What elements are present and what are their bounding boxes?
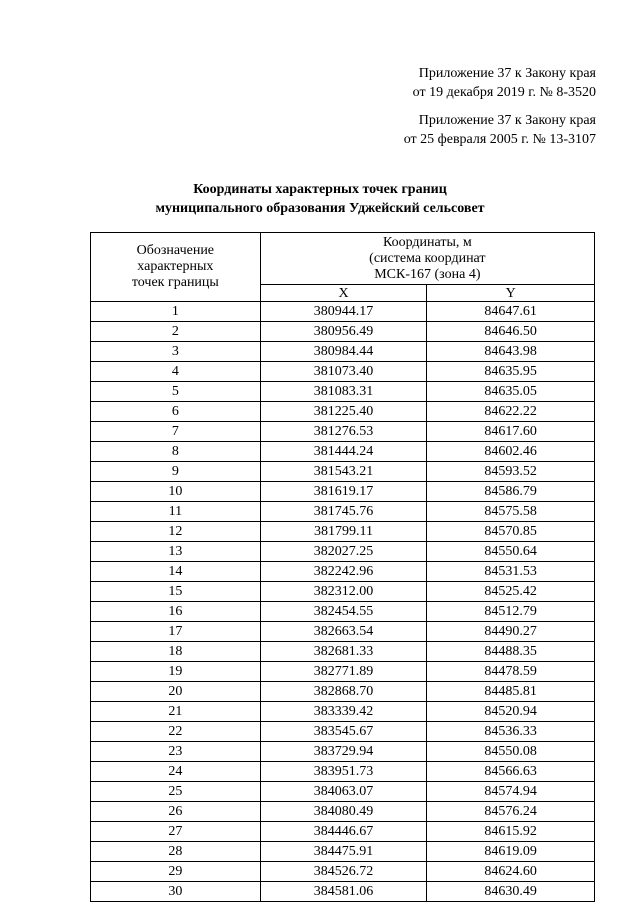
cell-x: 384526.72 (260, 862, 427, 882)
cell-x: 382663.54 (260, 622, 427, 642)
cell-x: 381745.76 (260, 502, 427, 522)
cell-y: 84643.98 (427, 342, 595, 362)
annex-line: Приложение 37 к Закону края (418, 66, 596, 81)
cell-y: 84593.52 (427, 462, 595, 482)
cell-x: 383545.67 (260, 722, 427, 742)
cell-x: 382868.70 (260, 682, 427, 702)
cell-y: 84520.94 (427, 702, 595, 722)
cell-point-number: 30 (91, 882, 261, 902)
header-y: Y (427, 285, 595, 302)
cell-y: 84536.33 (427, 722, 595, 742)
table-row (91, 522, 595, 542)
cell-point-number: 22 (91, 722, 261, 742)
cell-y: 84512.79 (427, 602, 595, 622)
annex-date-line: от 25 февраля 2005 г. № 13-3107 (403, 132, 596, 147)
table-row (91, 602, 595, 622)
table-row (91, 782, 595, 802)
cell-y: 84566.63 (427, 762, 595, 782)
cell-point-number: 13 (91, 542, 261, 562)
cell-x: 381444.24 (260, 442, 427, 462)
cell-y: 84525.42 (427, 582, 595, 602)
cell-x: 383951.73 (260, 762, 427, 782)
cell-point-number: 20 (91, 682, 261, 702)
cell-point-number: 15 (91, 582, 261, 602)
cell-x: 384475.91 (260, 842, 427, 862)
cell-y: 84630.49 (427, 882, 595, 902)
cell-x: 381799.11 (260, 522, 427, 542)
cell-point-number: 8 (91, 442, 261, 462)
table-row (91, 502, 595, 522)
cell-y: 84575.58 (427, 502, 595, 522)
document-title (0, 180, 640, 218)
cell-x: 384063.07 (260, 782, 427, 802)
cell-y: 84619.09 (427, 842, 595, 862)
cell-point-number: 12 (91, 522, 261, 542)
cell-x: 381276.53 (260, 422, 427, 442)
cell-point-number: 6 (91, 402, 261, 422)
table-row (91, 462, 595, 482)
cell-point-number: 23 (91, 742, 261, 762)
annex-date-line: от 19 декабря 2019 г. № 8-3520 (412, 85, 596, 100)
cell-point-number: 10 (91, 482, 261, 502)
cell-point-number: 16 (91, 602, 261, 622)
cell-x: 381083.31 (260, 382, 427, 402)
cell-x: 382681.33 (260, 642, 427, 662)
table-row (91, 802, 595, 822)
cell-point-number: 5 (91, 382, 261, 402)
cell-x: 382312.00 (260, 582, 427, 602)
cell-x: 381225.40 (260, 402, 427, 422)
cell-point-number: 9 (91, 462, 261, 482)
cell-point-number: 21 (91, 702, 261, 722)
header-coord-line: МСК-167 (зона 4) (374, 266, 481, 282)
cell-x: 381543.21 (260, 462, 427, 482)
title-line-1: Координаты характерных точек границ (193, 182, 447, 197)
table-row (91, 582, 595, 602)
cell-point-number: 27 (91, 822, 261, 842)
cell-x: 383729.94 (260, 742, 427, 762)
cell-x: 384581.06 (260, 882, 427, 902)
table-row (91, 482, 595, 502)
cell-y: 84635.95 (427, 362, 595, 382)
cell-y: 84485.81 (427, 682, 595, 702)
cell-y: 84531.53 (427, 562, 595, 582)
cell-y: 84647.61 (427, 302, 595, 322)
table-row (91, 722, 595, 742)
table-row (91, 662, 595, 682)
cell-y: 84576.24 (427, 802, 595, 822)
cell-point-number: 29 (91, 862, 261, 882)
cell-y: 84586.79 (427, 482, 595, 502)
cell-x: 383339.42 (260, 702, 427, 722)
cell-point-number: 24 (91, 762, 261, 782)
cell-y: 84615.92 (427, 822, 595, 842)
annex-reference-original (404, 111, 596, 149)
cell-x: 381619.17 (260, 482, 427, 502)
table-row (91, 682, 595, 702)
table-row (91, 702, 595, 722)
header-coord-line: Координаты, м (382, 234, 472, 250)
table-row (91, 442, 595, 462)
table-row (91, 842, 595, 862)
cell-point-number: 19 (91, 662, 261, 682)
table-row (91, 642, 595, 662)
table-row (91, 342, 595, 362)
table-row (91, 562, 595, 582)
table-row (91, 362, 595, 382)
cell-x: 380984.44 (260, 342, 427, 362)
cell-y: 84617.60 (427, 422, 595, 442)
cell-y: 84624.60 (427, 862, 595, 882)
cell-y: 84490.27 (427, 622, 595, 642)
cell-y: 84488.35 (427, 642, 595, 662)
cell-point-number: 14 (91, 562, 261, 582)
coordinates-table (90, 232, 595, 902)
annex-line: Приложение 37 к Закону края (418, 113, 596, 128)
cell-y: 84478.59 (427, 662, 595, 682)
cell-y: 84602.46 (427, 442, 595, 462)
table-row (91, 542, 595, 562)
cell-x: 380944.17 (260, 302, 427, 322)
table-row (91, 742, 595, 762)
table-row (91, 322, 595, 342)
table-row (91, 422, 595, 442)
table-row (91, 382, 595, 402)
header-point-designation (91, 233, 261, 302)
title-line-2: муниципального образования Уджейский сельсовет (155, 201, 485, 216)
cell-point-number: 4 (91, 362, 261, 382)
cell-x: 384080.49 (260, 802, 427, 822)
table-row (91, 622, 595, 642)
cell-y: 84646.50 (427, 322, 595, 342)
cell-point-number: 18 (91, 642, 261, 662)
table-row (91, 882, 595, 902)
header-point-line: точек границы (131, 275, 219, 290)
cell-point-number: 11 (91, 502, 261, 522)
table-row (91, 762, 595, 782)
header-coord-line: (система координат (369, 250, 486, 266)
cell-y: 84622.22 (427, 402, 595, 422)
cell-x: 382454.55 (260, 602, 427, 622)
cell-point-number: 7 (91, 422, 261, 442)
table-row (91, 402, 595, 422)
header-coordinates (260, 233, 594, 285)
header-point-line: Обозначение (136, 243, 215, 258)
cell-y: 84550.08 (427, 742, 595, 762)
cell-point-number: 17 (91, 622, 261, 642)
table-row (91, 822, 595, 842)
table-row (91, 862, 595, 882)
cell-x: 384446.67 (260, 822, 427, 842)
cell-point-number: 26 (91, 802, 261, 822)
cell-y: 84574.94 (427, 782, 595, 802)
cell-x: 381073.40 (260, 362, 427, 382)
table-row (91, 302, 595, 322)
cell-point-number: 1 (91, 302, 261, 322)
annex-reference-current (413, 64, 596, 102)
cell-point-number: 28 (91, 842, 261, 862)
cell-x: 382242.96 (260, 562, 427, 582)
cell-x: 382027.25 (260, 542, 427, 562)
cell-y: 84550.64 (427, 542, 595, 562)
cell-y: 84570.85 (427, 522, 595, 542)
cell-x: 382771.89 (260, 662, 427, 682)
cell-point-number: 3 (91, 342, 261, 362)
cell-y: 84635.05 (427, 382, 595, 402)
header-x: X (260, 285, 427, 302)
header-point-line: характерных (137, 259, 214, 274)
cell-point-number: 2 (91, 322, 261, 342)
cell-x: 380956.49 (260, 322, 427, 342)
cell-point-number: 25 (91, 782, 261, 802)
